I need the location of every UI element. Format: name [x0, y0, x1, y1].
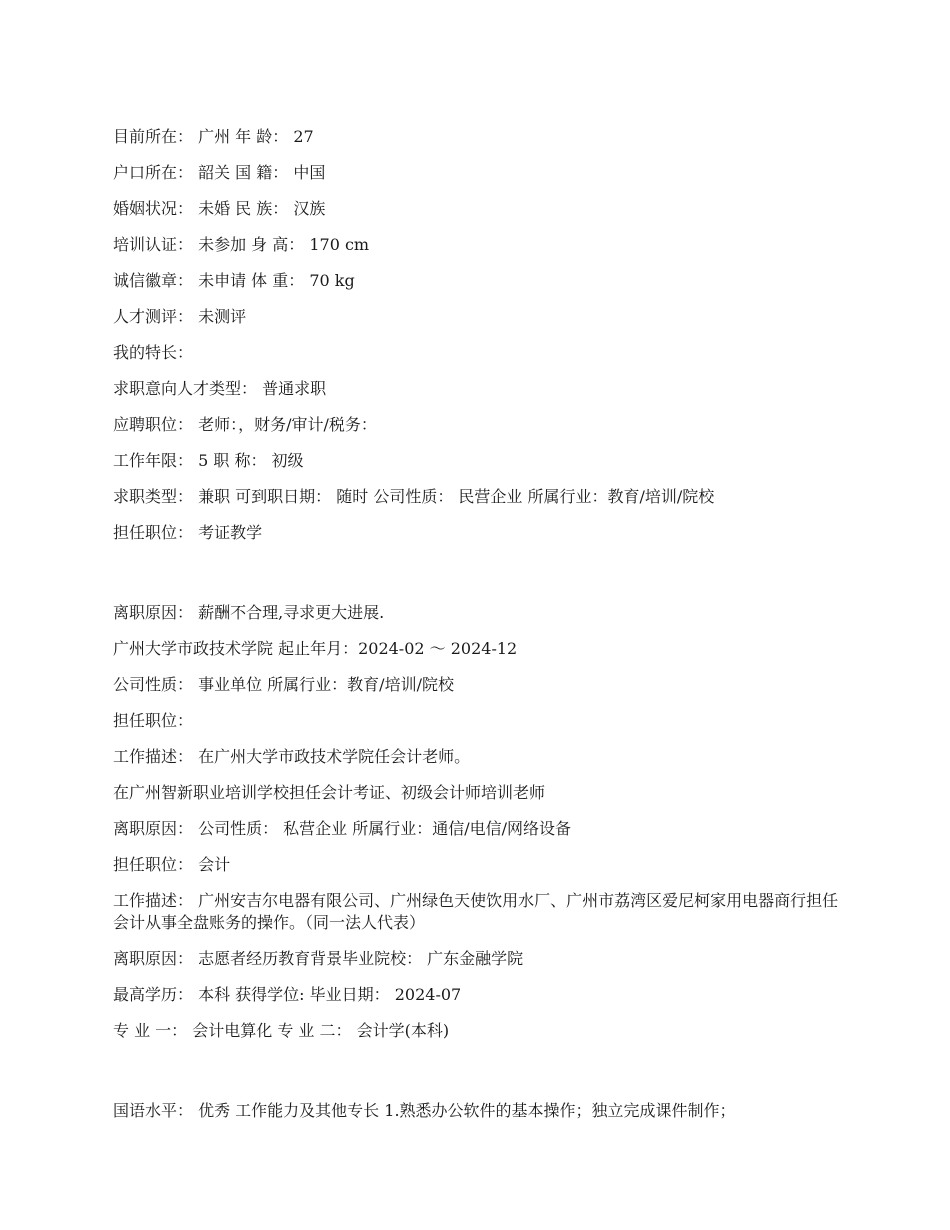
section-gap-2	[113, 1056, 843, 1100]
leave-reason-line-2: 离职原因： 公司性质： 私营企业 所属行业：通信/电信/网络设备	[113, 819, 572, 838]
personal-info-section	[113, 126, 843, 544]
employer-period-line: 广州大学市政技术学院 起止年月：2024-02 ～ 2024-12	[113, 639, 518, 658]
highest-education-line: 最高学历： 本科 获得学位: 毕业日期： 2024-07	[113, 985, 462, 1004]
major-line: 专 业 一： 会计电算化 专 业 二： 会计学(本科)	[113, 1021, 450, 1040]
specialty-line: 我的特长：	[113, 343, 194, 362]
training-certification-line: 培训认证： 未参加 身 高： 170 cm	[113, 235, 370, 254]
talent-assessment-line: 人才测评： 未测评	[113, 307, 247, 326]
held-position-line: 担任职位： 考证教学	[113, 523, 263, 542]
work-years-line: 工作年限： 5 职 称： 初级	[113, 451, 304, 470]
work-experience-section	[113, 602, 843, 1042]
job-type-line: 求职类型： 兼职 可到职日期： 随时 公司性质： 民营企业 所属行业：教育/培训/院校	[113, 487, 715, 506]
mandarin-level-line: 国语水平： 优秀 工作能力及其他专长 1.熟悉办公软件的基本操作；独立完成课件制作；	[113, 1101, 736, 1120]
leave-reason-line-1: 离职原因： 薪酬不合理,寻求更大进展.	[113, 603, 385, 622]
integrity-badge-line: 诚信徽章： 未申请 体 重： 70 kg	[113, 271, 355, 290]
applied-position-line: 应聘职位： 老师：，财务/审计/税务：	[113, 415, 377, 434]
current-location-line: 目前所在： 广州 年 龄： 27	[113, 127, 314, 146]
company-nature-line-1: 公司性质： 事业单位 所属行业：教育/培训/院校	[113, 675, 454, 694]
leave-reason-line-3: 离职原因： 志愿者经历教育背景毕业院校： 广东金融学院	[113, 949, 524, 968]
job-intention-type-line: 求职意向人才类型： 普通求职	[113, 379, 327, 398]
held-position-line-3: 担任职位： 会计	[113, 855, 231, 874]
skills-section	[113, 1100, 843, 1122]
marital-status-line: 婚姻状况： 未婚 民 族： 汉族	[113, 199, 326, 218]
job-description-line-2: 工作描述： 广州安吉尔电器有限公司、广州绿色天使饮用水厂、广州市荔湾区爱尼柯家用电器商行担任会计从事全盘账务的操作。（同一法人代表）	[113, 891, 839, 932]
household-registration-line: 户口所在： 韶关 国 籍： 中国	[113, 163, 326, 182]
section-gap	[113, 558, 843, 602]
resume-document	[113, 126, 843, 1136]
held-position-line-2: 担任职位：	[113, 711, 194, 730]
job-description-line-1: 工作描述： 在广州大学市政技术学院任会计老师。	[113, 747, 471, 766]
training-school-line: 在广州智新职业培训学校担任会计考证、初级会计师培训老师	[113, 783, 546, 802]
